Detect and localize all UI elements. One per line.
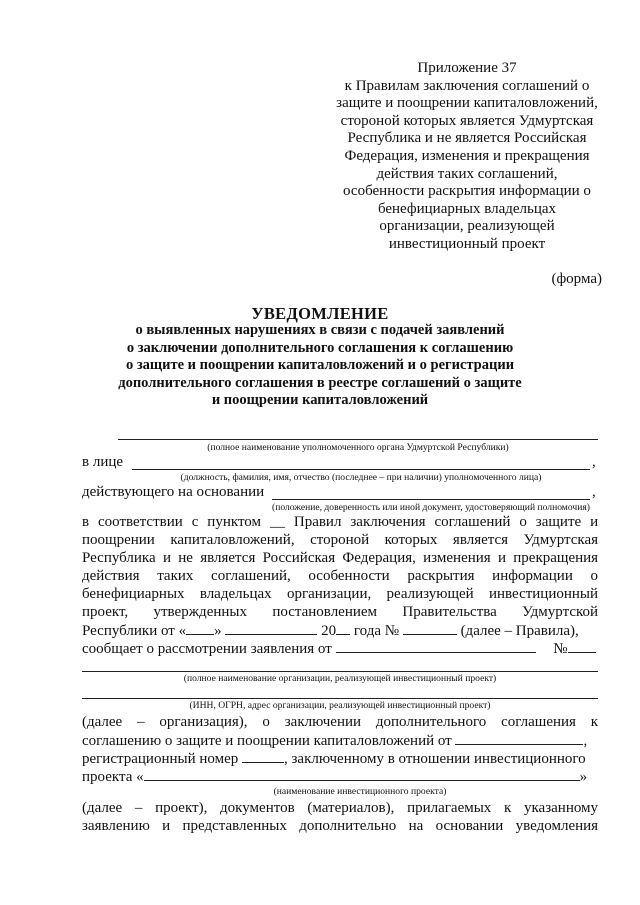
appendix-line: особенности раскрытия информации о (343, 183, 591, 200)
official-fill-line[interactable] (132, 469, 590, 470)
appendix-line: Приложение 37 (417, 60, 517, 76)
appendix-line: бенефициарных владельцах (377, 200, 557, 217)
authority-fill-line[interactable] (118, 439, 598, 440)
comma: , (592, 484, 596, 500)
paragraph-line: Республика и не является Российская Федерация, изменения и прекращения (82, 550, 599, 566)
application-line: сообщает о рассмотрении заявления от № (82, 640, 596, 658)
paragraph-line: заявлению и представленных дополнительно на основании уведомления (82, 818, 599, 834)
paragraph-line: поощрении капиталовложений, стороной которых является Удмуртская (82, 532, 599, 548)
appendix-line: стороной которых является Удмуртская (340, 112, 594, 129)
requisites-caption: (ИНН, ОГРН, адрес организации, реализующей инвестиционный проект) (189, 700, 491, 711)
agreement-date-blank[interactable] (455, 732, 583, 745)
subtitle-line: о защите и поощрении капиталовложений и о регистрации (125, 357, 515, 373)
application-date-blank[interactable] (336, 640, 536, 653)
document-title (100, 304, 540, 324)
project-line: проекта « » (82, 769, 588, 785)
appendix-line: защите и поощрении капиталовложений, (336, 95, 598, 112)
appendix-line: действия таких соглашений, (376, 165, 558, 182)
appendix-line: Федерация, изменения и прекращения (344, 147, 590, 164)
form-label: (форма) (551, 271, 602, 287)
paragraph-line: действия таких соглашений, особенности раскрытия информации о (82, 568, 598, 584)
authority-caption: (полное наименование уполномоченного органа Удмуртской Республики) (207, 442, 509, 453)
subtitle-line: дополнительного соглашения в реестре соглашений о защите (118, 374, 522, 391)
paragraph-line: (далее – организация), о заключении дополнительного соглашения к (82, 714, 599, 730)
in-person-label: в лице (82, 454, 124, 470)
comma: , (592, 454, 596, 470)
basis-caption: (положение, доверенность или иной документ, удостоверяющий полномочия) (272, 502, 590, 513)
requisites-fill-line[interactable] (82, 698, 598, 699)
month-blank[interactable] (225, 622, 317, 635)
application-number-blank[interactable] (568, 640, 596, 653)
subtitle-line: и поощрении капиталовложений (211, 392, 429, 408)
document-title-text: УВЕДОМЛЕНИЕ (251, 304, 389, 323)
day-blank[interactable] (186, 622, 214, 635)
subtitle-line: о выявленных нарушениях в связи с подачей заявлений (135, 322, 505, 338)
appendix-line: инвестиционный проект (388, 235, 546, 252)
agreement-date-line: соглашению о защите и поощрении капиталовложений от , (82, 733, 588, 749)
document-subtitle (80, 322, 560, 410)
project-name-blank[interactable] (144, 768, 580, 781)
official-caption: (должность, фамилия, имя, отчество (последнее – при наличии) уполномоченного лица) (180, 472, 542, 483)
basis-fill-line[interactable] (272, 499, 590, 500)
year-blank[interactable] (336, 622, 350, 635)
appendix-line: организации, реализующей (379, 218, 555, 235)
appendix-header (333, 60, 601, 254)
subtitle-line: о заключении дополнительного соглашения к соглашению (126, 339, 514, 356)
resolution-date-line: Республики от « » 20 года № (далее – Правила), (82, 623, 579, 639)
paragraph-line: (далее – проект), документов (материалов), прилагаемых к указанному (82, 800, 599, 816)
paragraph-line: проект, утвержденных постановлением Правительства Удмуртской (82, 604, 599, 620)
project-caption: (наименование инвестиционного проекта) (273, 786, 447, 797)
organization-caption: (полное наименование организации, реализующей инвестиционный проект) (183, 673, 497, 684)
paragraph-line: бенефициарных владельцах организации, реализующей инвестиционный (82, 586, 599, 602)
registration-number-blank[interactable] (242, 750, 284, 763)
registration-line: регистрационный номер , заключенному в отношении инвестиционного (82, 751, 586, 767)
appendix-line: к Правилам заключения соглашений о (344, 77, 590, 94)
acting-basis-label: действующего на основании (82, 484, 265, 500)
paragraph-line: в соответствии с пунктом __ Правил заключения соглашений о защите и (82, 514, 599, 530)
number-blank[interactable] (403, 622, 457, 635)
appendix-line: Республика и не является Российская (347, 130, 587, 147)
organization-fill-line[interactable] (82, 671, 598, 672)
